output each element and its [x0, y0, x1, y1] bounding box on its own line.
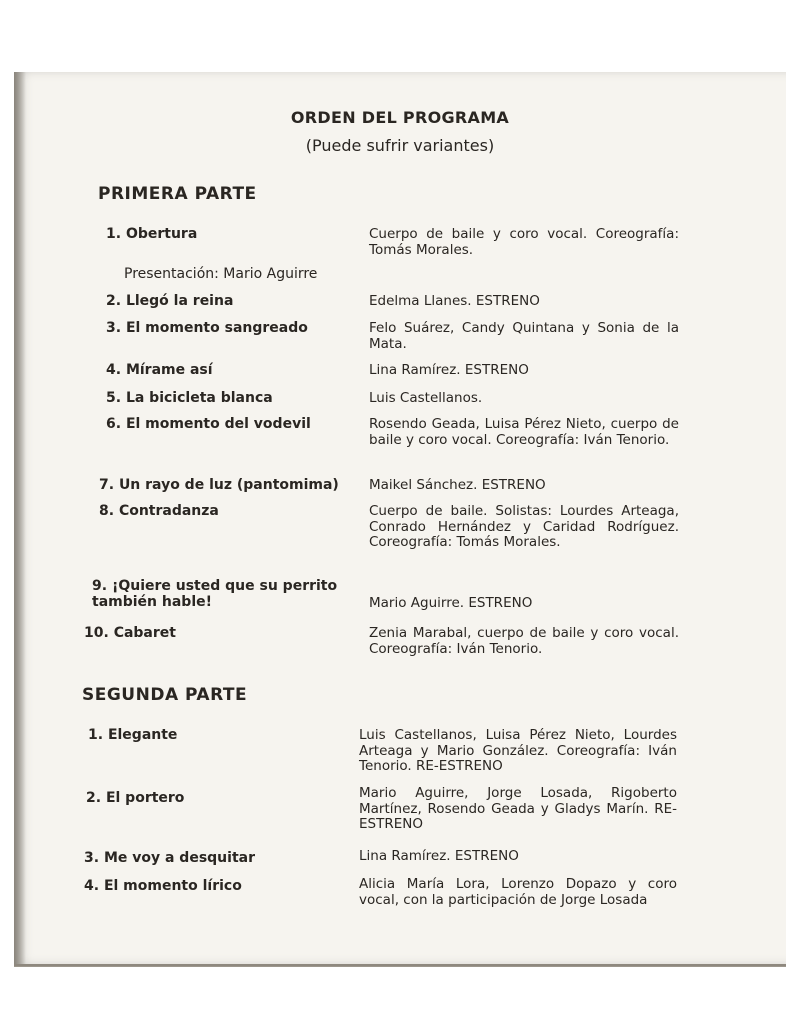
item-number: 2.	[106, 293, 122, 309]
item-title: Contradanza	[118, 503, 219, 519]
item-number: 8.	[99, 503, 115, 519]
item-description: Lina Ramírez. ESTRENO	[359, 848, 519, 864]
item-description: Zenia Marabal, cuerpo de baile y coro vocal. Coreografía: Iván Tenorio.	[369, 625, 679, 657]
list-item-title	[106, 416, 311, 432]
item-description: Edelma Llanes. ESTRENO	[369, 293, 540, 309]
item-title: Mírame así	[125, 362, 213, 378]
item-number: 9.	[92, 578, 108, 594]
item-description: Lina Ramírez. ESTRENO	[369, 362, 529, 378]
item-title: Un rayo de luz (pantomima)	[118, 477, 339, 493]
presenter-line: Presentación: Mario Aguirre	[124, 266, 318, 282]
list-item-title	[106, 320, 308, 336]
list-item-title	[92, 578, 342, 610]
list-item-title	[88, 727, 177, 743]
item-title: El momento del vodevil	[125, 416, 311, 432]
program-title: ORDEN DEL PROGRAMA	[290, 108, 510, 127]
item-number: 5.	[106, 390, 122, 406]
item-number: 2.	[86, 790, 102, 806]
list-item-title	[99, 503, 219, 519]
list-item-title	[84, 878, 242, 894]
item-description: Mario Aguirre. ESTRENO	[369, 595, 533, 611]
item-description: Mario Aguirre, Jorge Losada, Rigoberto Martínez, Rosendo Geada y Gladys Marín. RE-ESTRENO	[359, 785, 677, 832]
item-title: Llegó la reina	[125, 293, 234, 309]
program-page	[14, 72, 786, 966]
page-binding-shadow	[14, 72, 26, 964]
item-number: 3.	[84, 850, 100, 866]
list-item-title	[106, 226, 197, 242]
list-item-title	[106, 362, 213, 378]
item-number: 6.	[106, 416, 122, 432]
list-item-title	[106, 390, 273, 406]
item-title: Cabaret	[113, 625, 176, 641]
item-description: Rosendo Geada, Luisa Pérez Nieto, cuerpo de baile y coro vocal. Coreografía: Iván Tenorio.	[369, 416, 679, 448]
list-item-title	[86, 790, 184, 806]
list-item-title	[84, 850, 255, 866]
list-item-title	[99, 477, 339, 493]
program-subtitle: (Puede sufrir variantes)	[305, 136, 495, 155]
item-title: Elegante	[107, 727, 178, 743]
item-number: 4.	[84, 878, 100, 894]
item-description: Felo Suárez, Candy Quintana y Sonia de la Mata.	[369, 320, 679, 352]
section-heading-segunda: SEGUNDA PARTE	[82, 685, 248, 705]
item-number: 4.	[106, 362, 122, 378]
list-item-title	[106, 293, 233, 309]
item-description: Cuerpo de baile y coro vocal. Coreografía: Tomás Morales.	[369, 226, 679, 258]
item-title: El momento lírico	[103, 878, 242, 894]
list-item-title	[84, 625, 176, 641]
item-title: El portero	[105, 790, 185, 806]
item-number: 7.	[99, 477, 115, 493]
section-heading-primera: PRIMERA PARTE	[98, 184, 257, 204]
item-title: ¡Quiere usted que su perrito también hable!	[92, 578, 338, 610]
item-title: Obertura	[125, 226, 198, 242]
item-description: Luis Castellanos.	[369, 390, 483, 406]
item-number: 1.	[106, 226, 122, 242]
item-title: La bicicleta blanca	[125, 390, 273, 406]
item-description: Alicia María Lora, Lorenzo Dopazo y coro vocal, con la participación de Jorge Losada	[359, 876, 677, 908]
item-title: El momento sangreado	[125, 320, 308, 336]
item-title: Me voy a desquitar	[103, 850, 255, 866]
item-number: 1.	[88, 727, 104, 743]
item-description: Luis Castellanos, Luisa Pérez Nieto, Lourdes Arteaga y Mario González. Coreografía: Iván Tenorio. RE-ESTRENO	[359, 727, 677, 774]
item-description: Cuerpo de baile. Solistas: Lourdes Arteaga, Conrado Hernández y Caridad Rodríguez. Coreografía: Tomás Morales.	[369, 503, 679, 550]
item-description: Maikel Sánchez. ESTRENO	[369, 477, 546, 493]
item-number: 3.	[106, 320, 122, 336]
item-number: 10.	[84, 625, 109, 641]
